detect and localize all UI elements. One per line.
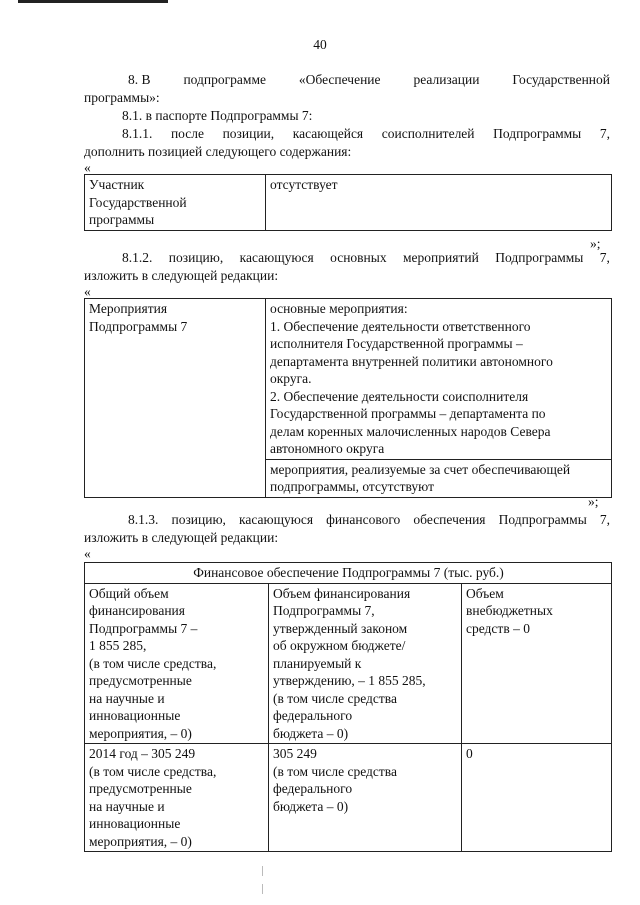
cell-line: Подпрограммы 7 <box>89 318 188 334</box>
cell-line: федерального <box>273 781 353 796</box>
word: Подпрограммы <box>498 512 587 527</box>
word: соисполнителей <box>381 126 475 141</box>
cell-line: предусмотренные <box>89 673 192 688</box>
word: «Обеспечение <box>298 72 381 87</box>
word: позицию, <box>168 250 224 265</box>
word: Подпрограммы <box>495 250 584 265</box>
cell-line: мероприятия, – 0) <box>89 833 192 849</box>
cell-line: на научные и <box>89 798 165 814</box>
cell-line: подпрограммы, отсутствуют <box>270 479 434 494</box>
participant-label-cell <box>85 175 266 231</box>
cell-line: Объем <box>466 585 504 601</box>
cell-line: Подпрограммы 7 – <box>89 620 198 636</box>
cell-line: 2014 год – 305 249 <box>89 746 196 761</box>
word: 8.1.3. <box>128 512 159 527</box>
cell-line: 0 <box>466 746 473 761</box>
word: мероприятий <box>403 250 479 265</box>
participant-value-cell <box>266 175 612 231</box>
cell-line: (в том числе средства, <box>89 763 217 779</box>
paragraph-8-line1 <box>128 72 610 88</box>
word: 7, <box>599 126 610 141</box>
cell-line: программы <box>89 212 155 227</box>
open-quote-3: « <box>84 546 91 561</box>
participant-table <box>84 174 612 231</box>
close-quote-1: »; <box>590 236 601 251</box>
cell-line: исполнителя Государственной программы – <box>270 336 523 351</box>
cell-line: отсутствует <box>270 177 338 192</box>
financing-header-cell <box>85 563 612 584</box>
cell-line: об окружном бюджете/ <box>273 638 406 653</box>
cell-line: Финансовое обеспечение Подпрограммы 7 (тыс. руб.) <box>193 565 504 580</box>
paragraph-8-line2: программы»: <box>84 90 160 105</box>
word: подпрограмме <box>183 72 266 87</box>
cell-line: мероприятия, реализуемые за счет обеспечивающей <box>270 461 571 477</box>
close-quote-2: »; <box>588 494 599 509</box>
cell-line: утверждению, – 1 855 285, <box>273 673 426 688</box>
word: касающуюся <box>239 512 314 527</box>
word: основных <box>330 250 387 265</box>
word: касающуюся <box>239 250 314 265</box>
table-row <box>85 583 612 744</box>
cell-line: на научные и <box>89 690 165 706</box>
extrabudgetary-cell <box>462 583 612 744</box>
cell-line: автономного округа <box>270 441 385 456</box>
cell-line: (в том числе средства <box>273 763 397 779</box>
cell-line: 1 855 285, <box>89 638 147 653</box>
cell-line: финансирования <box>89 603 185 618</box>
cell-line: утвержденный законом <box>273 620 408 636</box>
activities-label-cell <box>85 299 266 498</box>
cell-line: бюджета – 0) <box>273 725 349 741</box>
cell-line: 1. Обеспечение деятельности ответственного <box>270 318 531 334</box>
cell-line: Подпрограммы 7, <box>273 603 375 618</box>
cell-line: департамента внутренней политики автономного <box>270 353 553 369</box>
paragraph-8-1-3-line2: изложить в следующей редакции: <box>84 530 279 545</box>
word: касающейся <box>292 126 364 141</box>
word: 8.1.2. <box>122 250 153 265</box>
page-number: 40 <box>313 37 327 52</box>
word: обеспечения <box>413 512 486 527</box>
cell-line: основные мероприятия: <box>270 301 408 316</box>
budget-financing-cell <box>269 583 462 744</box>
cell-line: Мероприятия <box>89 301 168 316</box>
cell-line: внебюджетных <box>466 603 553 618</box>
year-2014-extrabudgetary-cell <box>462 744 612 852</box>
word: после <box>170 126 204 141</box>
cell-line: инновационные <box>89 708 181 723</box>
open-quote-2: « <box>84 284 91 299</box>
cell-line: бюджета – 0) <box>273 798 349 814</box>
scan-artifact <box>262 866 263 876</box>
cell-line: Объем финансирования <box>273 585 411 601</box>
word: позиции, <box>222 126 275 141</box>
table-row <box>85 563 612 584</box>
word: реализации <box>413 72 480 87</box>
word: Государственной <box>512 72 610 87</box>
cell-line: предусмотренные <box>89 781 192 796</box>
word: 7, <box>599 512 610 527</box>
cell-line: Государственной <box>89 194 187 210</box>
cell-line: (в том числе средства <box>273 690 397 706</box>
word: Подпрограммы <box>493 126 582 141</box>
paragraph-8-1-1-line1 <box>122 126 610 142</box>
cell-line: мероприятия, – 0) <box>89 725 192 741</box>
word: 8. В <box>128 72 151 87</box>
supporting-activities-cell <box>266 459 612 497</box>
year-2014-budget-cell <box>269 744 462 852</box>
table-row <box>85 299 612 460</box>
word: 8.1.1. <box>122 126 153 141</box>
scan-artifact <box>262 884 263 894</box>
cell-line: инновационные <box>89 816 181 831</box>
cell-line: округа. <box>270 371 312 386</box>
paragraph-8-1-2-line2: изложить в следующей редакции: <box>84 268 279 283</box>
cell-line: федерального <box>273 708 353 723</box>
paragraph-8-1-2-line1 <box>122 250 610 266</box>
cell-line: делам коренных малочисленных народов Севера <box>270 423 551 439</box>
word: 7, <box>599 250 610 265</box>
financing-table <box>84 562 612 852</box>
paragraph-8-1: 8.1. в паспорте Подпрограммы 7: <box>122 108 313 123</box>
paragraph-8-1-1-line2: дополнить позицией следующего содержания: <box>84 144 352 159</box>
top-edge-mark <box>18 0 168 3</box>
table-row <box>85 175 612 231</box>
cell-line: Общий объем <box>89 585 169 601</box>
total-financing-cell <box>85 583 269 744</box>
cell-line: Государственной программы – департамента по <box>270 406 546 421</box>
cell-line: 305 249 <box>273 746 317 761</box>
word: позицию, <box>171 512 226 527</box>
cell-line: (в том числе средства, <box>89 655 217 671</box>
main-activities-cell <box>266 299 612 460</box>
open-quote-1: « <box>84 160 91 175</box>
word: финансового <box>326 512 401 527</box>
year-2014-total-cell <box>85 744 269 852</box>
cell-line: средств – 0 <box>466 620 530 636</box>
activities-table <box>84 298 612 498</box>
paragraph-8-1-3-line1 <box>128 512 610 528</box>
cell-line: планируемый к <box>273 655 362 671</box>
cell-line: Участник <box>89 177 145 192</box>
table-row <box>85 744 612 852</box>
cell-line: 2. Обеспечение деятельности соисполнителя <box>270 388 529 404</box>
